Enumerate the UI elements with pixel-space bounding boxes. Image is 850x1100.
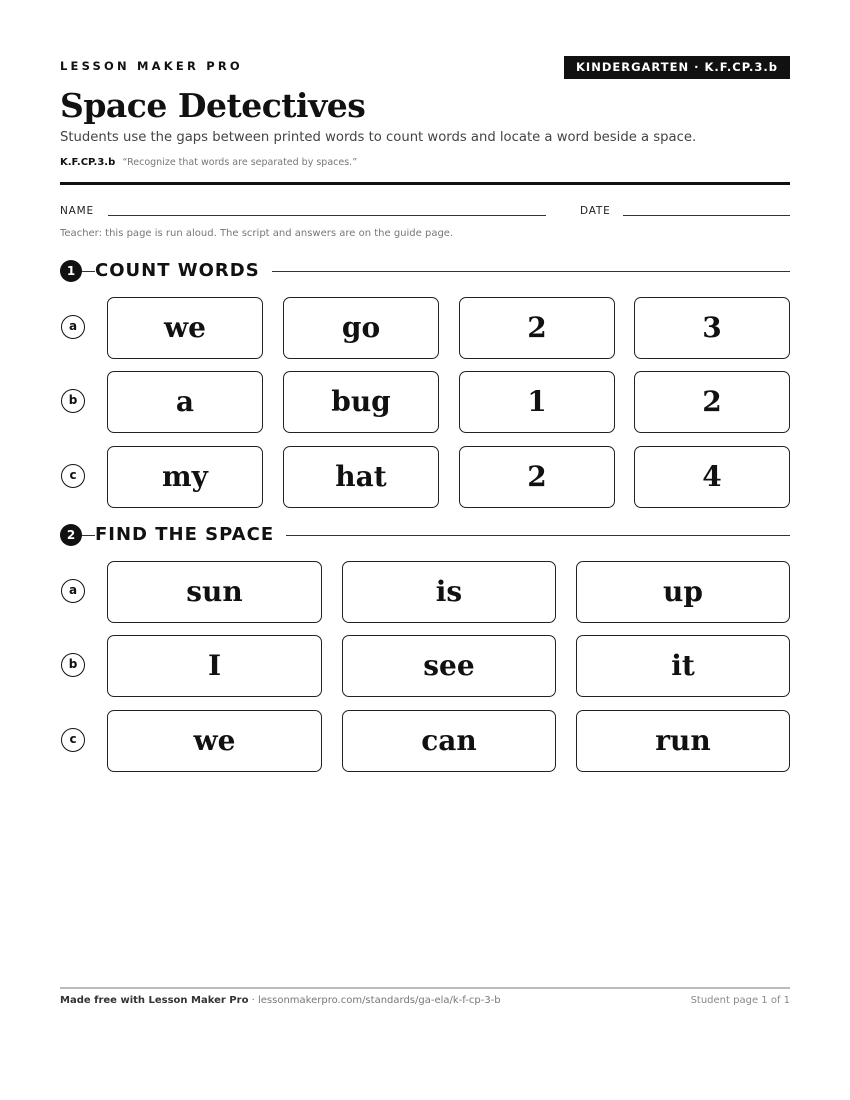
- footer-page-number: Student page 1 of 1: [690, 995, 790, 1006]
- number-choice-card[interactable]: 2: [634, 371, 790, 433]
- teacher-note: Teacher: this page is run aloud. The script and answers are on the guide page.: [60, 228, 454, 239]
- number-choice-card[interactable]: 1: [459, 371, 615, 433]
- word-card[interactable]: can: [342, 710, 556, 772]
- word-card[interactable]: see: [342, 635, 556, 697]
- word-card[interactable]: bug: [283, 371, 439, 433]
- standard-text: “Recognize that words are separated by spaces.”: [122, 157, 358, 168]
- section-count-words-header: [60, 259, 790, 283]
- section-find-the-space-header: [60, 523, 790, 547]
- word-card[interactable]: hat: [283, 446, 439, 508]
- number-choice-card[interactable]: 4: [634, 446, 790, 508]
- standard-line: [60, 157, 357, 168]
- name-date-row: [60, 204, 790, 220]
- standard-code: K.F.CP.3.b: [60, 157, 116, 168]
- grade-standard-badge: KINDERGARTEN · K.F.CP.3.b: [564, 56, 790, 79]
- number-choice-card[interactable]: 2: [459, 446, 615, 508]
- number-choice-card[interactable]: 3: [634, 297, 790, 359]
- worksheet-page: [60, 0, 790, 1100]
- page-subtitle: Students use the gaps between printed words to count words and locate a word beside a space.: [60, 130, 697, 145]
- item-letter-badge: a: [61, 579, 85, 603]
- brand-name: LESSON MAKER PRO: [60, 59, 243, 73]
- footer-url[interactable]: · lessonmakerpro.com/standards/ga-ela/k-f-cp-3-b: [248, 995, 501, 1006]
- number-choice-card[interactable]: 2: [459, 297, 615, 359]
- footer-credit: [60, 995, 501, 1006]
- name-field[interactable]: [108, 215, 546, 216]
- date-field[interactable]: [623, 215, 790, 216]
- section-title: COUNT WORDS: [95, 259, 272, 283]
- item-letter-badge: a: [61, 315, 85, 339]
- name-label: NAME: [60, 205, 94, 217]
- word-card[interactable]: we: [107, 297, 263, 359]
- word-card[interactable]: up: [576, 561, 790, 623]
- date-label: DATE: [580, 205, 611, 217]
- item-letter-badge: c: [61, 728, 85, 752]
- section-title: FIND THE SPACE: [95, 523, 286, 547]
- word-card[interactable]: is: [342, 561, 556, 623]
- section-number-badge: 1: [60, 260, 82, 282]
- word-card[interactable]: it: [576, 635, 790, 697]
- item-letter-badge: c: [61, 464, 85, 488]
- header-divider: [60, 182, 790, 185]
- word-card[interactable]: my: [107, 446, 263, 508]
- footer-divider: [60, 987, 790, 989]
- footer-made-with: Made free with Lesson Maker Pro: [60, 995, 249, 1006]
- word-card[interactable]: I: [107, 635, 322, 697]
- word-card[interactable]: go: [283, 297, 439, 359]
- word-card[interactable]: sun: [107, 561, 322, 623]
- section-number-badge: 2: [60, 524, 82, 546]
- item-letter-badge: b: [61, 653, 85, 677]
- word-card[interactable]: a: [107, 371, 263, 433]
- word-card[interactable]: run: [576, 710, 790, 772]
- page-title: Space Detectives: [60, 86, 366, 125]
- word-card[interactable]: we: [107, 710, 322, 772]
- item-letter-badge: b: [61, 389, 85, 413]
- top-bar: [60, 56, 790, 80]
